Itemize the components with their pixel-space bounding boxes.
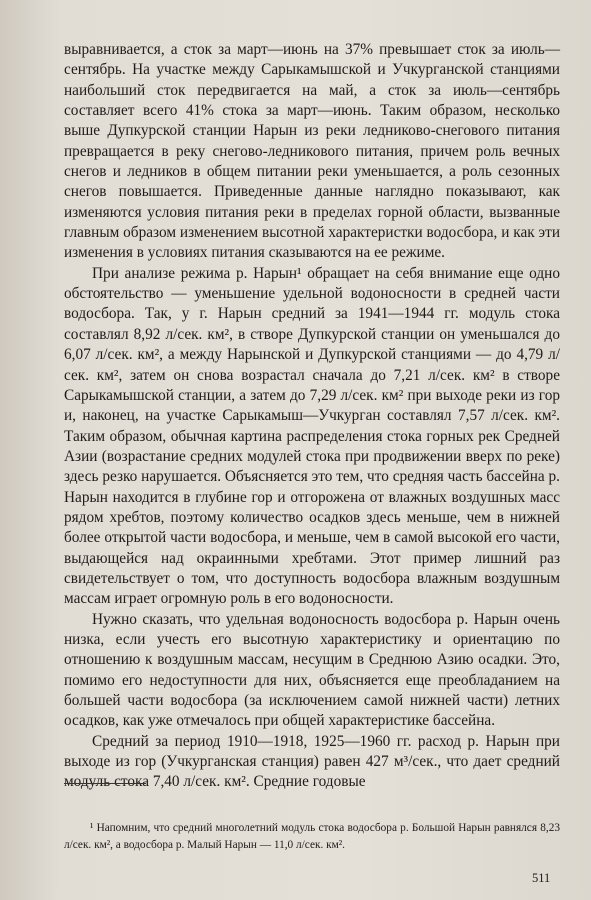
paragraph-4: Средний за период 1910—1918, 1925—1960 гг. расход р. Нарын при выходе из гор (Учкурганская станция) равен 427 м³/сек., что дает средний модуль стока 7,40 л/сек. км². Средние годовые <box>64 732 560 791</box>
paragraph-2: При анализе режима р. Нарын¹ обращает на себя внимание еще одно обстоятельство — уменьшение удельной водоносности в средней части водосбора. Так, у г. Нарын средний за 1941—1944 гг. модуль стока составлял 8,92 л/сек. км², в створе Дупкурской станции он уменьшался до 6,07 л/сек. км², а между Нарынской и Дупкурской станциями — до 4,79 л/сек. км², затем он снова возрастал сначала до 7,21 л/сек. км² в створе Сарыкамышской станции, а затем до 7,29 л/сек. км² при выходе реки из гор и, наконец, на участке Сарыкамыш—Учкурган составлял 7,57 л/сек. км². Таким образом, обычная картина распределения стока горных рек Средней Азии (возрастание средних модулей стока при продвижении вверх по реке) здесь резко нарушается. Объясняется это тем, что средняя часть бассейна р. Нарын находится в глубине гор и отгорожена от влажных воздушных масс рядом хребтов, поэтому количество осадков здесь меньше, чем в нижней более открытой части водосбора, и меньше, чем в самой высокой его части, выдающейся над окраинными хребтами. Этот пример лишний раз свидетельствует о том, что доступность водосбора влажным воздушным массам играет огромную роль в его водоносности. <box>64 264 560 608</box>
footnote-divider <box>64 783 146 784</box>
paragraph-3: Нужно сказать, что удельная водоносность водосбора р. Нарын очень низка, если учесть его высотную характеристику и ориентацию по отношению к воздушным массам, несущим в Среднюю Азию осадки. Это, помимо его недоступности для них, объясняется еще преобладанием на большей части водосбора (за исключением самой нижней части) летних осадков, как уже отмечалось при общей характеристике бассейна. <box>64 610 560 730</box>
paragraph-1: выравнивается, а сток за март—июнь на 37% превышает сток за июль—сентябрь. На участке между Сарыкамышской и Учкурганской станциями наибольший сток передвигается на май, а сток за июль—сентябрь составляет всего 41% стока за март—июнь. Таким образом, несколько выше Дупкурской станции Нарын из реки ледниково-снегового питания превращается в реку снегово-ледникового питания, причем роль вечных снегов и ледников в общем питании реки уменьшается, а роль сезонных снегов повышается. Приведенные данные наглядно показывают, как изменяются условия питания реки в пределах горной области, вызванные главным образом изменением высотной характеристки водосбора, и как эти изменения в условиях питания сказываются на ее режиме. <box>64 41 560 262</box>
footnote-text: ¹ Напомним, что средний многолетний модуль стока водосбора р. Большой Нарын равнялся 8,23 л/сек. км², а водосбора р. Малый Нарын — 11,0 л/сек. км². <box>64 822 560 851</box>
footnote <box>64 820 560 854</box>
page-number: 511 <box>532 871 551 885</box>
body-text <box>64 40 560 793</box>
